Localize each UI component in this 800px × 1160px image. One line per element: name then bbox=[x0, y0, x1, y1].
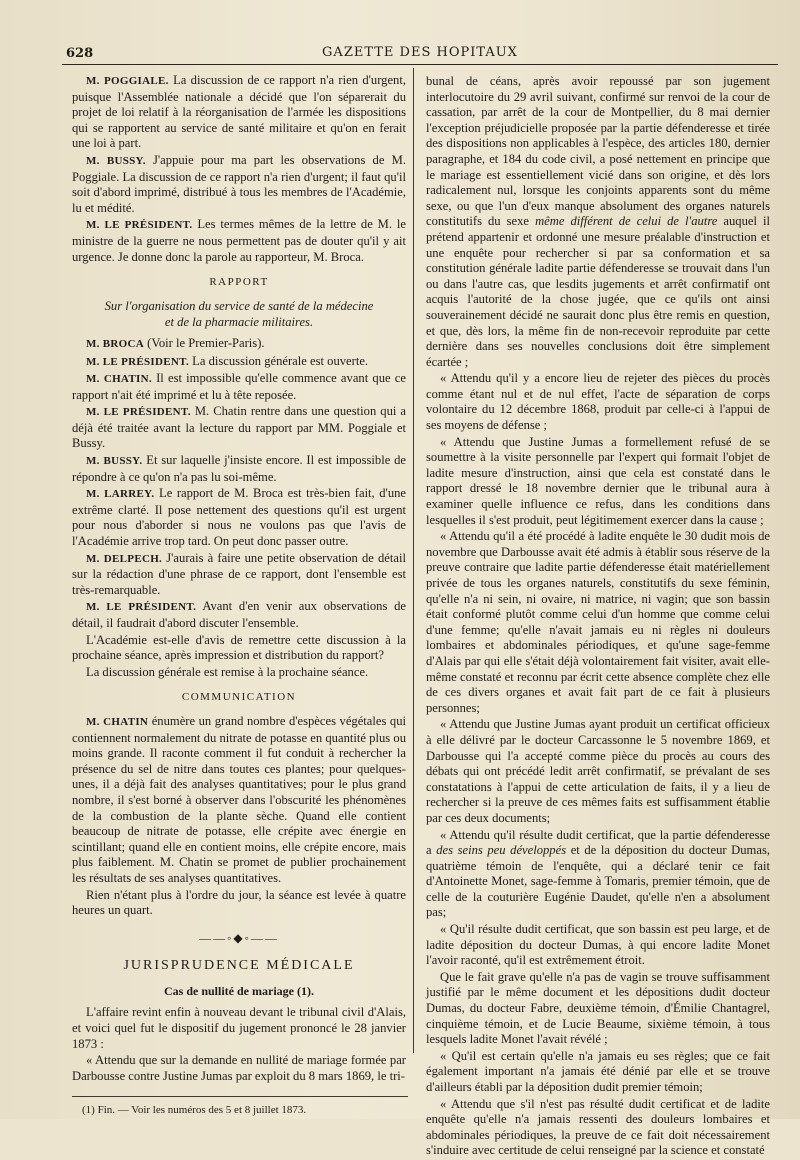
paragraph: M. LE PRÉSIDENT. La discussion générale est ouverte. bbox=[86, 353, 369, 368]
rapport-subtitle-1: Sur l'organisation du service de santé de la médecine bbox=[104, 298, 374, 313]
speaker-name: M. LE PRÉSIDENT. bbox=[86, 406, 191, 419]
speaker-name: M. POGGIALE. bbox=[86, 75, 169, 87]
page-number: 628 bbox=[66, 46, 94, 61]
paragraph: Rien n'étant plus à l'ordre du jour, la séance est levée à quatre heures un quart. bbox=[72, 887, 406, 918]
footnote: (1) Fin. — Voir les numéros des 5 et 8 juillet 1873. bbox=[82, 1104, 307, 1117]
paragraph: M. BROCA (Voir le Premier-Paris). bbox=[86, 335, 265, 350]
speaker-name: M. CHATIN. bbox=[86, 373, 152, 386]
column-divider bbox=[413, 68, 414, 1053]
speaker-name: M. BUSSY. bbox=[86, 455, 143, 468]
paragraph: « Attendu qu'il a été procédé à ladite enquête le 30 dudit mois de novembre que Darbousse avait été admis à établir sous réserve de la preuve contraire que ladite partie défenderesse était matériellement privée de tous les organes naturels, constitutifs du sexe féminin, qu'elle n'a ni sein, ni ovaire, ni matrice, ni vagin; que son bassin était conformé plutôt comme celui d'un homme que comme celui d'une femme; qu'elle n'avait jamais eu ni règles ni douleurs lombaires et abdominales périodiques, et qu'une sage-femme d'Alais par qui elle s'était déjà volontairement fait visiter, avait elle-même constaté et reconnu par écrit cette absence complète chez elle de ces divers organes et avait fait part de ce fait à plusieurs personnes; bbox=[426, 529, 770, 715]
paragraph: M. BUSSY. J'appuie pour ma part les observations de M. Poggiale. La discussion de ce rapport n'a rien d'urgent; il faut qu'il soit d'abord imprimé, distribué à tous les membres de l'Académie, lu et médité. bbox=[72, 152, 406, 215]
page-header bbox=[62, 44, 778, 65]
journal-title: GAZETTE DES HOPITAUX bbox=[322, 45, 518, 60]
paragraph: M. LE PRÉSIDENT. Les termes mêmes de la lettre de M. le ministre de la guerre ne nous permettent pas de douter qu'il y ait urgence. Je donne donc la parole au rapporteur, M. Broca. bbox=[72, 217, 407, 264]
speaker-name: M. LE PRÉSIDENT. bbox=[86, 355, 189, 368]
footnote-rule bbox=[72, 1096, 408, 1097]
speaker-name: M. BROCA bbox=[86, 337, 145, 350]
speaker-name: M. LARREY. bbox=[86, 488, 155, 501]
paragraph: « Attendu que Justine Jumas a formellement refusé de se soumettre à la visite personnelle par l'expert qui formait l'objet de ladite mesure d'instruction, ainsi que cela est constaté dans le rapport dressé le 18 novembre dernier que le tribunal aura à examiner quelle influence ce refus, dans les conditions dans lesquelles il s'est produit, peut légitimement exercer dans la cause ; bbox=[426, 434, 770, 527]
section-heading-communication: COMMUNICATION bbox=[181, 691, 297, 704]
paragraph: « Qu'il est certain qu'elle n'a jamais eu ses règles; que ce fait également important n'a jamais été dénié par elle et se trouve d'ailleurs établi par la déposition dudit premier témoin; bbox=[426, 1048, 770, 1094]
paragraph: « Attendu que Justine Jumas ayant produit un certificat officieux à elle délivré par le docteur Carcassonne le 5 novembre 1869, et Darbousse qui l'a accepté comme pièce du procès au cours des débats qui ont précédé ledit arrêt confirmatif, se prévalant de ses constatations à l'appui de cette articulation de faits, il y a lieu de rechercher si la preuve de ces mêmes faits est suffisamment établie par ces deux documents; bbox=[426, 717, 770, 825]
paragraph: La discussion générale est remise à la prochaine séance. bbox=[86, 664, 369, 679]
rapport-subtitle-2: et de la pharmacie militaires. bbox=[164, 315, 314, 330]
right-column bbox=[426, 74, 770, 1160]
paragraph: M. LE PRÉSIDENT. Avant d'en venir aux observations de détail, il faudrait d'abord discuter l'ensemble. bbox=[72, 599, 407, 630]
paragraph: « Attendu qu'il y a encore lieu de rejeter des pièces du procès comme étant nul et de nul effet, l'acte de séparation de corps volontaire du 12 décembre 1868, produit par celle-ci à l'appui de ses moyens de défense ; bbox=[426, 371, 770, 433]
speaker-name: M. LE PRÉSIDENT. bbox=[86, 219, 193, 232]
paragraph: M. CHATIN. Il est impossible qu'elle commence avant que ce rapport n'ait été imprimé et lu à tête reposée. bbox=[72, 371, 406, 402]
paragraph: M. DELPECH. J'aurais à faire une petite observation de détail sur la rédaction d'une phrase de ce rapport, dont l'ensemble est très-remarquable. bbox=[72, 550, 406, 597]
paragraph: M. CHATIN énumère un grand nombre d'espèces végétales qui contiennent normalement du nitrate de potasse en quantité plus ou moins grande. Il raconte comment il fut conduit à rechercher la présence du sel de nitre dans toutes ces plantes; pour quelques-unes, il a déjà fait des analyses quantitatives; pour le plus grand nombre, il s'est borné à observer dans l'obscurité les phénomènes de la combustion de la plante sèche. Quand elle contient beaucoup de nitrate de potasse, elle crépite avec énergie en scintillant; quand elle en contient moins, elle crépite encore, mais plus faiblement. M. Chatin se promet de publier prochainement les résultats de ses analyses quantitatives. bbox=[72, 713, 406, 885]
paragraph: Que le fait grave qu'elle n'a pas de vagin se trouve suffisamment justifié par le même document et les dépositions dudit docteur Dumas, du docteur Fabre, deuxième témoin, d'Émilie Chantagrel, cinquième témoin, et de Lucie Beaume, sixième témoin, à tous lesquels ladite Monet l'avait révélé ; bbox=[426, 969, 770, 1047]
case-heading: Cas de nullité de mariage (1). bbox=[164, 983, 314, 998]
paragraph: M. POGGIALE. La discussion de ce rapport n'a rien d'urgent, puisque l'Assemblée nationale a décidé que l'on séparerait du projet de loi relatif à la réorganisation de l'armée les dispositions qui se rapportent au service de santé militaire et qu'on en ferait une loi à part. bbox=[72, 73, 406, 151]
speaker-name: M. DELPECH. bbox=[86, 552, 163, 565]
paragraph: M. LARREY. Le rapport de M. Broca est très-bien fait, d'une extrême clarté. Il pose nettement des questions qu'il est urgent pour nous d'aborder si nous ne voulons pas que l'avis de l'Académie arrive trop tard. On peut donc passer outre. bbox=[72, 486, 406, 549]
speaker-name: M. LE PRÉSIDENT. bbox=[86, 601, 197, 614]
section-heading-jurisprudence: JURISPRUDENCE MÉDICALE bbox=[123, 958, 355, 974]
section-heading-rapport: RAPPORT bbox=[209, 276, 269, 289]
paragraph: L'Académie est-elle d'avis de remettre cette discussion à la prochaine séance, après impression et distribution du rapport? bbox=[72, 632, 406, 663]
paragraph: M. BUSSY. Et sur laquelle j'insiste encore. Il est impossible de répondre à ce qu'on n'a pas lu soi-même. bbox=[72, 453, 406, 484]
paragraph: M. LE PRÉSIDENT. M. Chatin rentre dans une question qui a déjà été traitée avant la lecture du rapport par MM. Poggiale et Bussy. bbox=[72, 404, 406, 451]
paragraph: bunal de céans, après avoir repoussé par son jugement interlocutoire du 29 avril suivant, confirmé sur renvoi de la cour de cassation, par arrêt de la cour de Montpellier, du 8 mai dernier l'exception préjudicielle proposée par la partie défenderesse et tirée des dispositions non applicables à l'espèce, des articles 180, dernier paragraphe, et 184 du code civil, a posé nettement en principe que le mariage est essentiellement vicié dans son origine, et dès lors radicalement nul, lorsque les conjoints apparents sont du même sexe, ou que l'un d'eux manque absolument des organes naturels constitutifs du sexe même différent de celui de l'autre auquel il prétend appartenir et ordonné une mesure préalable d'instruction et une enquête pour rechercher si par sa conformation et sa constitution générale ladite partie défenderesse se trouvait dans l'un ou dans l'autre cas, que lesdits jugements et arrêt confirmatif ont acquis l'autorité de la chose jugée, que ce qu'ils ont ainsi souverainement décidé ne saurait donc plus être remis en question, et que, dès lors, la même fin de non-recevoir reproduite par cette dernière dans ses nouvelles conclusions doit être simplement écartée ; bbox=[426, 74, 771, 369]
paragraph: « Attendu que sur la demande en nullité de mariage formée par Darbousse contre Justine Jumas par exploit du 8 mars 1869, le tri- bbox=[72, 1053, 406, 1083]
ornamental-divider: ——◦◆◦—— bbox=[199, 930, 279, 945]
speaker-name: M. CHATIN bbox=[86, 715, 149, 728]
left-column bbox=[72, 73, 406, 1120]
paragraph: « Qu'il résulte dudit certificat, que son bassin est peu large, et de ladite déposition du docteur Dumas, à qui encore ladite Monet l'avoir raconté, qu'il est extrêmement étroit. bbox=[426, 922, 770, 968]
paragraph: « Attendu qu'il résulte dudit certificat, que la partie défenderesse a des seins peu développés et de la déposition du docteur Dumas, quatrième témoin de l'enquête, qui a déclaré tenir ce fait d'Antoinette Monet, sage-femme à Tomaris, premier témoin, que de celle de la couturière Eugénie Daudet, qu'elle n'en a absolument pas; bbox=[426, 827, 770, 920]
paragraph: L'affaire revint enfin à nouveau devant le tribunal civil d'Alais, et voici quel fut le dispositif du jugement prononcé le 28 janvier 1873 : bbox=[72, 1005, 406, 1051]
paragraph: « Attendu que s'il n'est pas résulté dudit certificat et de ladite enquête qu'elle n'a jamais ressenti des douleurs lombaires et abdominales périodiques, la preuve de ce fait doit nécessairement s'induire avec certitude de celui renseigné par la science et constaté bbox=[426, 1096, 770, 1158]
speaker-name: M. BUSSY. bbox=[86, 154, 146, 167]
